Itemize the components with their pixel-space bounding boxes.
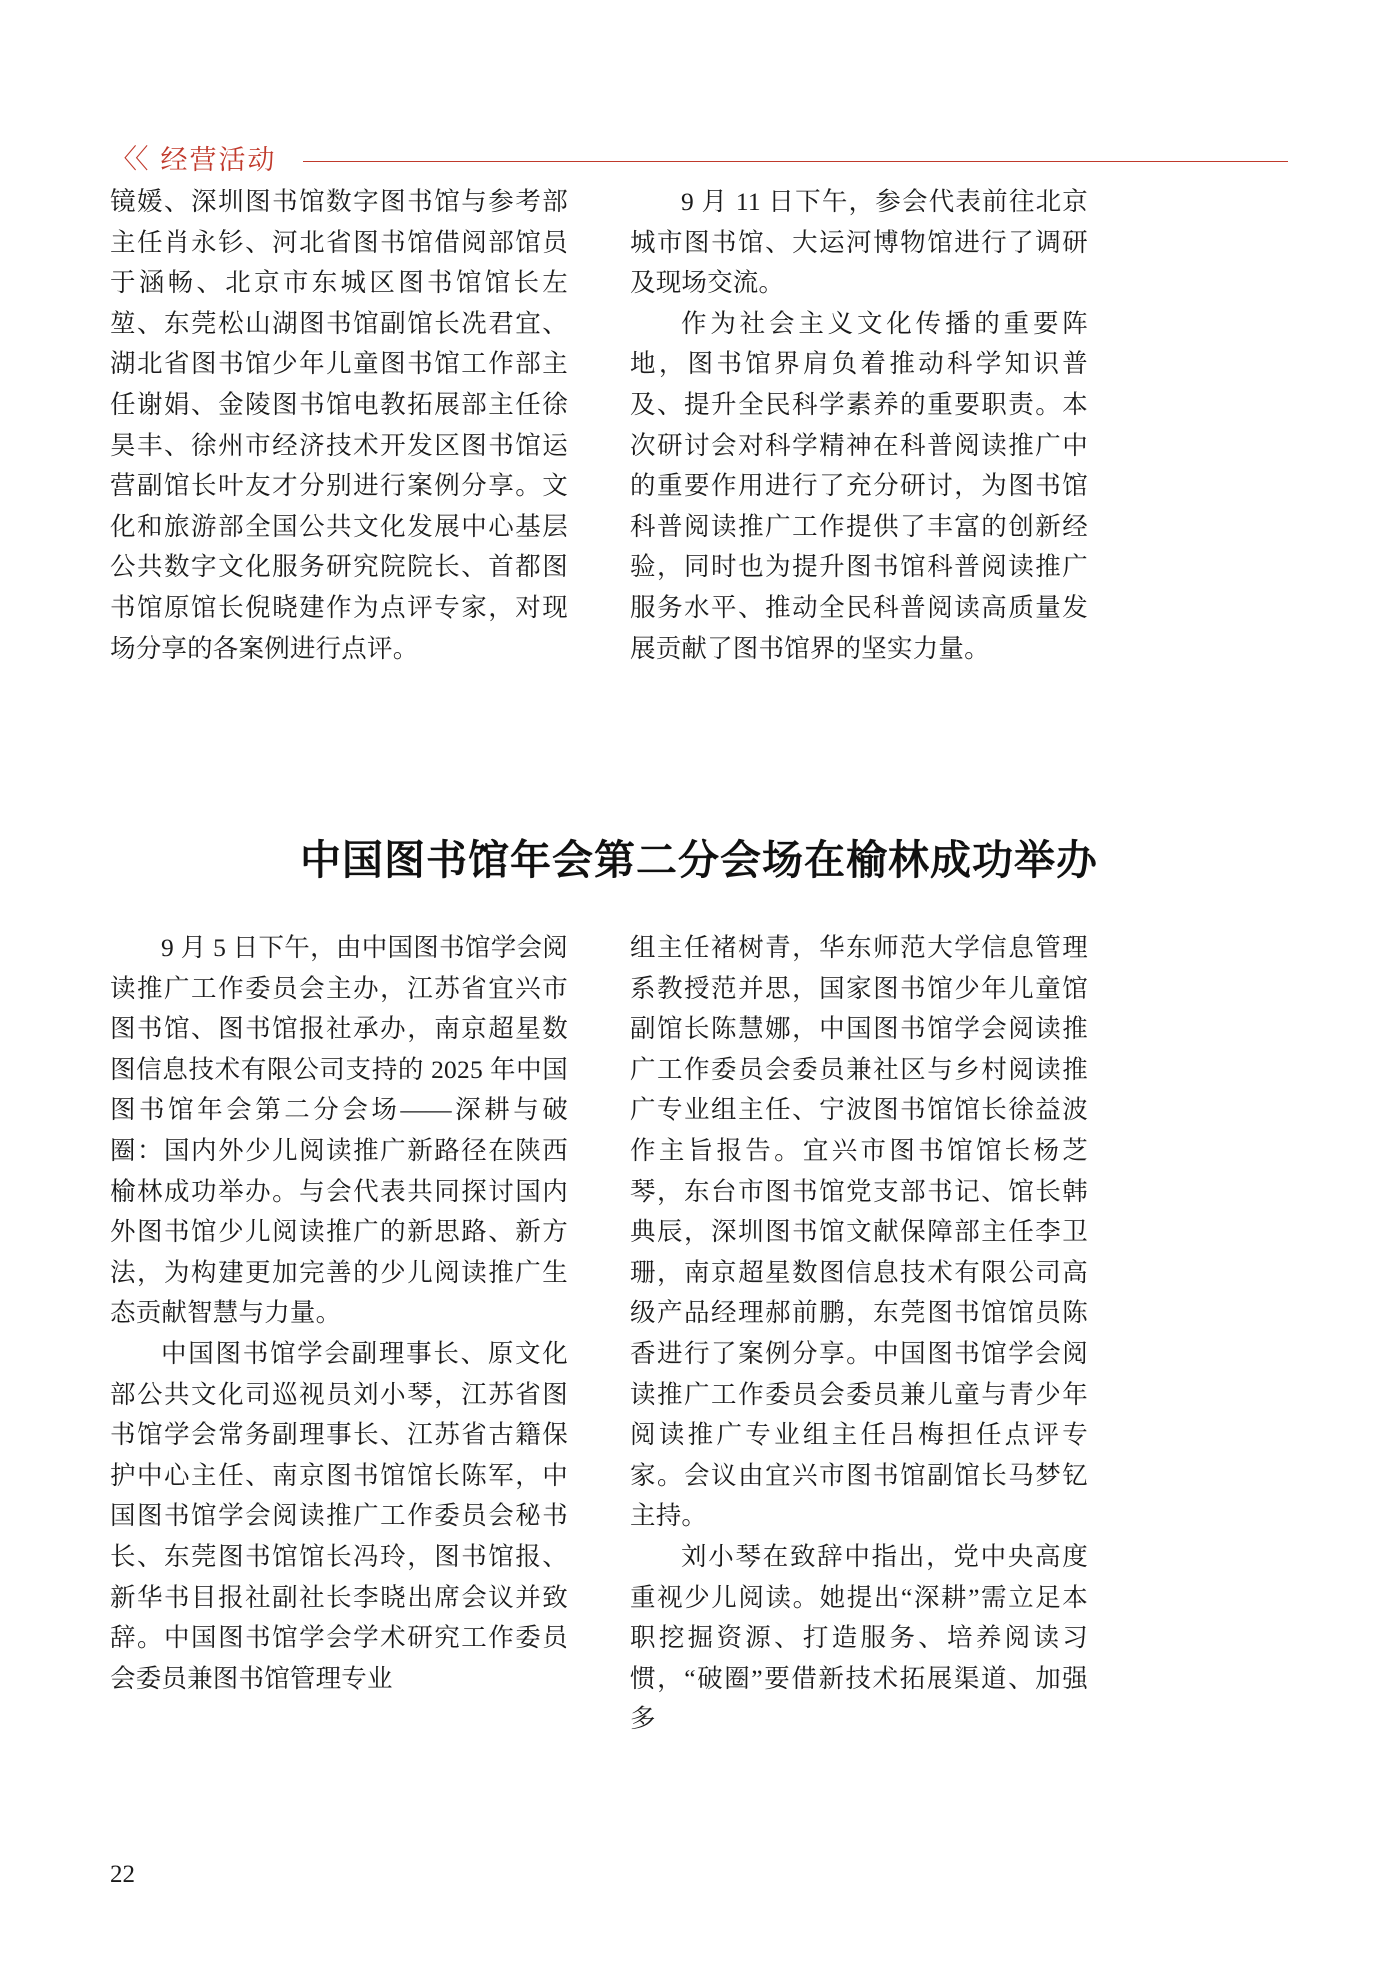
paragraph: 9 月 5 日下午，由中国图书馆学会阅读推广工作委员会主办，江苏省宜兴市图书馆、图书馆报社承办，南京超星数图信息技术有限公司支持的 2025 年中国图书馆年会第二分会场——深耕与破圈：国内外少儿阅读推广新路径在陕西榆林成功举办。与会代表共同探讨国内外图书馆少儿阅读推广的新思路、新方法，为构建更加完善的少儿阅读推广生态贡献智慧与力量。 xyxy=(110,933,568,1328)
paragraph: 镜媛、深圳图书馆数字图书馆与参考部主任肖永钐、河北省图书馆借阅部馆员于涵畅、北京市东城区图书馆馆长左堃、东莞松山湖图书馆副馆长冼君宜、湖北省图书馆少年儿童图书馆工作部主任谢娟、金陵图书馆电教拓展部主任徐昊丰、徐州市经济技术开发区图书馆运营副馆长叶友才分别进行案例分享。文化和旅游部全国公共文化发展中心基层公共数字文化服务研究院院长、首都图书馆原馆长倪晓建作为点评专家，对现场分享的各案例进行点评。 xyxy=(110,187,568,663)
page-number: 22 xyxy=(110,1861,135,1888)
double-chevron-left-icon: 〈〈 xyxy=(110,143,147,175)
continued-article-columns xyxy=(110,182,1288,669)
header-rule-divider xyxy=(303,161,1289,162)
paragraph: 中国图书馆学会副理事长、原文化部公共文化司巡视员刘小琴，江苏省图书馆学会常务副理事长、江苏省古籍保护中心主任、南京图书馆馆长陈军，中国图书馆学会阅读推广工作委员会秘书长、东莞图书馆馆长冯玲，图书馆报、新华书目报社副社长李晓出席会议并致辞。中国图书馆学会学术研究工作委员会委员兼图书馆管理专业 xyxy=(110,1338,568,1693)
main-article-columns xyxy=(110,928,1288,1740)
article-headline: 中国图书馆年会第二分会场在榆林成功举办 xyxy=(300,837,1098,884)
main-article-right-column xyxy=(630,928,1088,1740)
paragraph: 组主任褚树青，华东师范大学信息管理系教授范并思，国家图书馆少年儿童馆副馆长陈慧娜，中国图书馆学会阅读推广工作委员会委员兼社区与乡村阅读推广专业组主任、宁波图书馆馆长徐益波作主旨报告。宜兴市图书馆馆长杨芝琴，东台市图书馆党支部书记、馆长韩典辰，深圳图书馆文献保障部主任李卫珊，南京超星数图信息技术有限公司高级产品经理郝前鹏，东莞图书馆馆员陈香进行了案例分享。中国图书馆学会阅读推广工作委员会委员兼儿童与青少年阅读推广专业组主任吕梅担任点评专家。会议由宜兴市图书馆副馆长马梦钇主持。 xyxy=(630,933,1088,1531)
continued-article-right-column xyxy=(630,182,1088,669)
running-head xyxy=(110,140,1288,180)
paragraph: 刘小琴在致辞中指出，党中央高度重视少儿阅读。她提出“深耕”需立足本职挖掘资源、打造服务、培养阅读习惯，“破圈”要借新技术拓展渠道、加强多 xyxy=(630,1541,1088,1734)
section-label: 经营活动 xyxy=(160,144,277,175)
continued-article-left-column xyxy=(110,182,568,669)
paragraph: 作为社会主义文化传播的重要阵地，图书馆界肩负着推动科学知识普及、提升全民科学素养的重要职责。本次研讨会对科学精神在科普阅读推广中的重要作用进行了充分研讨，为图书馆科普阅读推广工作提供了丰富的创新经验，同时也为提升图书馆科普阅读推广服务水平、推动全民科普阅读高质量发展贡献了图书馆界的坚实力量。 xyxy=(630,308,1088,663)
paragraph: 9 月 11 日下午，参会代表前往北京城市图书馆、大运河博物馆进行了调研及现场交流。 xyxy=(630,187,1088,298)
main-article-left-column xyxy=(110,928,568,1740)
